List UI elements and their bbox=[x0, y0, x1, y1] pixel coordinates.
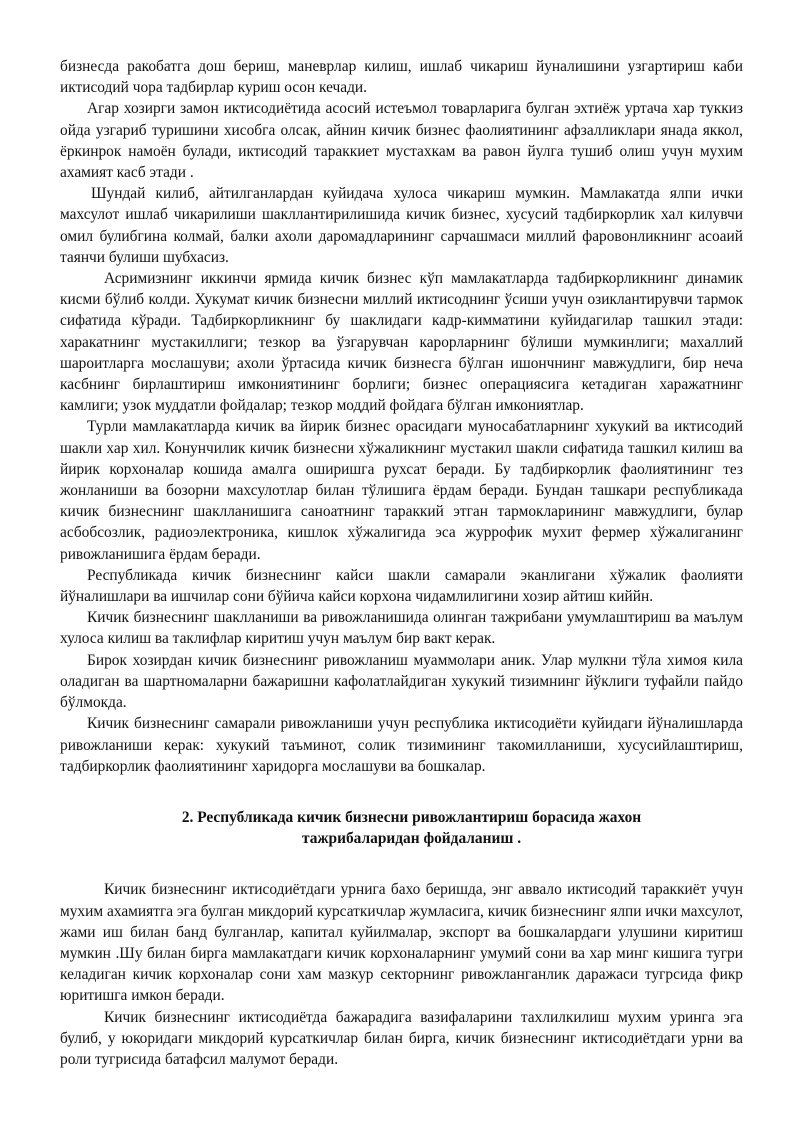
paragraph: Агар хозирги замон иктисодиётида асосий истеъмол товарларига булган эхтиёж уртача хар туккиз ойда узгариб туришини хисобга олсак, айнин кичик бизнес фаолиятининг афзалликлари янада яккол, ёркинрок намоён булади, иктисодий тараккиет мустахкам ва равон йулга тушиб олиш учун мухим ахамият касб этади . bbox=[60, 100, 743, 182]
paragraph: Кичик бизнеснинг иктисодиётдаги урнига бахо беришда, энг аввало иктисодий тараккиёт учун мухим ахамиятга эга булган микдорий курсаткичлар жумласига, кичик бизнеснинг ялпи ички махсулот, жами иш билан банд булганлар, капитал куйилмалар, экспорт ва бошкалардаги улушини киритиш мумкин .Шу билан бирга мамлакатдаги кичик корхоналарнинг умумий сони ва хар минг кишига тугри келадиган кичик корхоналар сони хам мазкур секторнинг ривожланганлик даражаси тугрсида фикр юритишга имкон беради. bbox=[60, 881, 743, 1005]
section-heading-line: 2. Республикада кичик бизнесни ривожлантириш борасида жахон bbox=[181, 808, 642, 826]
paragraph: бизнесда ракобатга дош бериш, маневрлар килиш, ишлаб чикариш йуналишини узгартириш каби иктисодий чора тадбирлар куриш осон кечади. bbox=[60, 58, 743, 97]
paragraph: Турли мамлакатларда кичик ва йирик бизнес орасидаги муносабатларнинг хукукий ва иктисодий шакли хар хил. Конунчилик кичик бизнесни хўжаликнинг мустакил шакли сифатида ташкил килиш ва йирик корхоналар кошида амалга оширишга рухсат беради. Бу тадбиркорлик фаолиятининг тез жонланиши ва бозорни махсулотлар билан тўлишига ёрдам беради. Бундан ташкари республикада кичик бизнеснинг шаклланишига саноатнинг тараккий этган тармокларининг мавжудлиги, булар асбобсозлик, радиоэлектроника, кишлок хўжалигида эса журрофик мухит фермер хўжалиганинг ривожланишига ёрдам беради. bbox=[60, 418, 743, 563]
paragraph: Кичик бизнеснинг шаклланиши ва ривожланишида олинган тажрибани умумлаштириш ва маълум хулоса килиш ва таклифлар киритиш учун маълум бир вакт керак. bbox=[60, 609, 743, 648]
document-page bbox=[60, 56, 743, 1070]
paragraph: Кичик бизнеснинг самарали ривожланиши учун республика иктисодиёти куйидаги йўналишларда ривожланиши керак: хукукий таъминот, солик тизимининг такомилланиши, хусусийлаштириш, тадбиркорлик фаолиятининг харидорга мослашуви ва бошкалар. bbox=[60, 715, 743, 775]
section-heading-line: тажрибаларидан фойдаланиш . bbox=[301, 830, 522, 848]
paragraph: Кичик бизнеснинг иктисодиётда бажарадига вазифаларини тахлилкилиш мухим уринга эга булиб, у юкоридаги микдорий курсаткичлар билан бирга, кичик бизнеснинг иктисодиётдаги урни ва роли тугрисида батафсил малумот беради. bbox=[60, 1008, 743, 1068]
paragraph: Шундай килиб, айтилганлардан куйидача хулоса чикариш мумкин. Мамлакатда ялпи ички махсулот ишлаб чикарилиши шакллантирилишида кичик бизнес, хусусий тадбиркорлик хал килувчи омил булибгина колмай, балки ахоли даромадларининг сарчашмаси миллий фаровонликнинг асоаий таянчи булиши шубхасиз. bbox=[60, 185, 743, 266]
section-heading bbox=[60, 807, 743, 849]
paragraph: Бирок хозирдан кичик бизнеснинг ривожланиш муаммолари аник. Улар мулкни тўла химоя кила оладиган ва шартномаларни бажаришни кафолатлайдиган хукукий тизимнинг йўклиги туфайли пайдо бўлмокда. bbox=[60, 651, 743, 712]
paragraph: Асримизнинг иккинчи ярмида кичик бизнес кўп мамлакатларда тадбиркорликнинг динамик кисми бўлиб колди. Хукумат кичик бизнесни миллий иктисоднинг ўсиши учун озиклантирувчи тармок сифатида кўради. Тадбиркорликнинг бу шаклидаги кадр-кимматини куйидагилар ташкил этади: харакатнинг мустакиллиги; тезкор ва ўзгарувчан карорларнинг бўлиши мумкинлиги; махаллий шароитларга мослашуви; ахоли ўртасида кичик бизнесга бўлган ишончнинг мавжудлиги, бир неча касбнинг бирлаштириш имкониятининг борлиги; бизнес операциясига кетадиган харажатнинг камлиги; узок муддатли фойдалар; тезкор моддий фойдага бўлган имкониятлар. bbox=[60, 270, 743, 415]
paragraph: Республикада кичик бизнеснинг кайси шакли самарали эканлигани хўжалик фаолияти йўналишлари ва ишчилар сони бўйича кайси корхона чидамлилигини хозир айтиш киййн. bbox=[60, 566, 743, 606]
